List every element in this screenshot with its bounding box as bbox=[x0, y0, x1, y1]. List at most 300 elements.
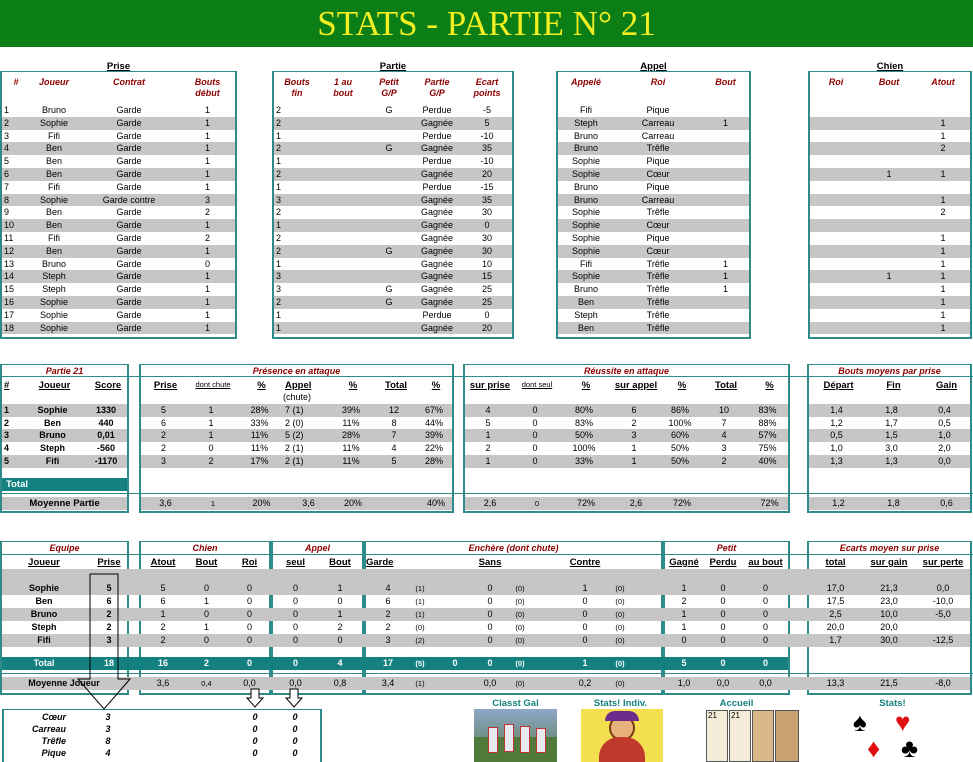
section-appel-title: Appel bbox=[640, 61, 667, 72]
moyenne-presence-cell: 3,6 bbox=[159, 498, 172, 508]
partie-cell bbox=[320, 168, 366, 181]
moyenne-presence-cell: 3,6 bbox=[302, 498, 315, 508]
chien-cell bbox=[862, 283, 916, 296]
prise-cell: 8 bbox=[2, 194, 30, 207]
prise-cell: Ben bbox=[30, 168, 78, 181]
prise-cell: Garde bbox=[78, 142, 180, 155]
bottom-contre: 0 bbox=[582, 609, 588, 619]
prise-cell: Steph bbox=[42, 284, 66, 295]
reussite-title: Réussite en attaque bbox=[583, 366, 670, 376]
bottom-sans-chute: (0) bbox=[515, 623, 525, 632]
chien-cell: 2 bbox=[916, 142, 970, 155]
bottom-petit-cell: 0 bbox=[720, 609, 726, 619]
prise-cell: Bruno bbox=[41, 258, 67, 269]
partie-row bbox=[274, 142, 512, 155]
bouts-cell: 1,2 bbox=[830, 417, 843, 428]
left-cell: Fifi bbox=[20, 455, 85, 468]
bottom-appel-cell: 0 bbox=[292, 583, 298, 593]
reussite-cell: 3 bbox=[721, 443, 727, 454]
appel-cell: Cœur bbox=[614, 219, 702, 232]
chien-cell: 1 bbox=[862, 168, 916, 181]
header-appel-2: Bout bbox=[715, 77, 736, 87]
partie-cell: 3 bbox=[274, 270, 320, 283]
appel-cell: Trêfle bbox=[646, 207, 670, 218]
bottom-sans: 0 bbox=[487, 583, 493, 593]
bottom-sub-13: total bbox=[825, 557, 846, 568]
bottom-contre: 0 bbox=[582, 596, 588, 606]
partie-row-1 bbox=[141, 404, 452, 417]
reussite-cell: 1 bbox=[465, 455, 511, 468]
prise-cell: Fifi bbox=[48, 181, 60, 192]
bottom-petit-cell: 0 bbox=[762, 622, 768, 632]
partie-row bbox=[274, 296, 512, 309]
appel-cell: Sophie bbox=[571, 156, 601, 167]
reussite-cell: 60% bbox=[659, 429, 701, 442]
appel-cell: Trêfle bbox=[646, 309, 670, 320]
partie-cell bbox=[320, 296, 366, 309]
partie-row bbox=[274, 117, 512, 130]
bouts-cell: 1,3 bbox=[864, 455, 919, 468]
bouts-cell: 0,5 bbox=[809, 429, 864, 442]
prise-row bbox=[2, 206, 235, 219]
moyenne-presence-cell: 1 bbox=[210, 499, 216, 508]
prise-row bbox=[2, 181, 235, 194]
chien-cell bbox=[862, 181, 916, 194]
partie-cell bbox=[320, 206, 366, 219]
prise-cell: Garde contre bbox=[78, 194, 180, 207]
chien-cell bbox=[810, 309, 862, 322]
chien-cell bbox=[810, 296, 862, 309]
reussite-cell: 2 bbox=[701, 455, 747, 468]
prise-cell: Garde bbox=[78, 245, 180, 258]
suit-bout-1: 0 bbox=[292, 724, 298, 734]
partie-row bbox=[274, 232, 512, 245]
chien-cell bbox=[862, 130, 916, 143]
enchere-title: Enchère (dont chute) bbox=[468, 543, 559, 553]
chien-cell: 1 bbox=[940, 258, 946, 269]
reussite-total-pct: 72% bbox=[573, 479, 593, 490]
partie-table bbox=[274, 104, 512, 334]
partie-row-2 bbox=[809, 417, 970, 430]
partie-cell bbox=[366, 168, 412, 181]
presence-table bbox=[141, 404, 452, 468]
middle-header-divider bbox=[0, 376, 973, 377]
bottom-ecart-cell: 17,0 bbox=[826, 583, 845, 593]
accueil-card-2-value: 21 bbox=[731, 711, 740, 720]
bottom-blank-row bbox=[2, 569, 970, 582]
prise-cell: Fifi bbox=[48, 130, 60, 141]
bottom-total-sans-chute: (0) bbox=[515, 659, 525, 668]
partie-cell: Gagnée bbox=[412, 142, 462, 155]
partie-cell: 30 bbox=[481, 207, 492, 218]
reussite-cell: 10 bbox=[701, 404, 747, 417]
header-partie-4: Ecart points bbox=[473, 77, 501, 98]
reussite-cell: 57% bbox=[747, 429, 788, 442]
partie-players-table bbox=[2, 404, 127, 468]
bottom-ecart-cell: -12,5 bbox=[932, 635, 954, 645]
moyenne-reussite-cell: 72% bbox=[576, 498, 595, 508]
prise-row bbox=[2, 245, 235, 258]
sub-reussite-3: sur appel bbox=[614, 380, 658, 391]
chien-cell bbox=[810, 258, 862, 271]
sub-reussite-1: dont seul bbox=[521, 380, 553, 389]
prise-cell: 1 bbox=[180, 322, 235, 335]
bottom-total-prise: 18 bbox=[103, 658, 114, 668]
partie-cell: 35 bbox=[462, 194, 512, 207]
ecarts-title: Ecarts moyen sur prise bbox=[839, 543, 940, 553]
presence-cell: 5 bbox=[372, 455, 416, 468]
bottom-ecart-cell: 10,0 bbox=[880, 609, 898, 619]
bottom-appel-cell: 1 bbox=[337, 609, 343, 619]
suit-value-1: 3 bbox=[105, 724, 111, 734]
bottom-ecart-cell: -10,0 bbox=[932, 596, 954, 606]
reussite-cell: 5 bbox=[485, 417, 491, 428]
prise-row bbox=[2, 168, 235, 181]
partie-cell bbox=[320, 104, 366, 117]
chien-cell bbox=[862, 296, 916, 309]
moyenne-divider bbox=[0, 493, 973, 494]
bottom-sub-7: Garde bbox=[366, 557, 394, 568]
bottom-garde-chute: (1) bbox=[415, 584, 425, 593]
bottom-moyenne-chien: 3,6 bbox=[156, 678, 170, 688]
bottom-moyenne-petit: 0,0 bbox=[716, 678, 730, 688]
bottom-garde: 4 bbox=[385, 583, 391, 593]
bottom-moyenne-chien: 0,4 bbox=[201, 679, 212, 688]
chien-cell: 1 bbox=[916, 322, 970, 335]
partie-cell: G bbox=[366, 296, 412, 309]
left-cell: Ben bbox=[43, 417, 61, 428]
sub-presence-0: Prise bbox=[153, 380, 178, 391]
left-cell: 5 bbox=[2, 455, 20, 468]
partie-row bbox=[274, 258, 512, 271]
presence-cell: 11% bbox=[330, 455, 372, 468]
presence-cell: 39% bbox=[416, 429, 452, 442]
prise-cell: 15 bbox=[4, 284, 15, 295]
partie-row-4 bbox=[809, 442, 970, 455]
appel-cell: Steph bbox=[558, 117, 614, 130]
partie-row bbox=[274, 155, 512, 168]
partie-cell: Gagnée bbox=[412, 296, 462, 309]
partie-cell bbox=[320, 219, 366, 232]
bottom-petit-cell: 1 bbox=[681, 609, 687, 619]
prise-cell: Ben bbox=[30, 219, 78, 232]
appel-cell: Sophie bbox=[558, 245, 614, 258]
prise-cell: 1 bbox=[180, 168, 235, 181]
partie-row-1 bbox=[2, 404, 127, 417]
chien-cell: 1 bbox=[916, 270, 970, 283]
accueil-card-2 bbox=[729, 710, 751, 762]
prise-cell: 6 bbox=[2, 168, 30, 181]
partie-row-3 bbox=[809, 429, 970, 442]
prise-cell: 3 bbox=[180, 194, 235, 207]
partie-cell: G bbox=[385, 284, 393, 295]
bottom-chien-cell: 6 bbox=[160, 596, 166, 606]
prise-cell: Garde bbox=[116, 309, 142, 320]
prise-cell: 12 bbox=[2, 245, 30, 258]
prise-cell: Garde bbox=[78, 219, 180, 232]
chien-table bbox=[810, 104, 970, 334]
chien-row bbox=[810, 130, 970, 143]
prise-cell: Sophie bbox=[30, 117, 78, 130]
partie-cell: 1 bbox=[274, 219, 320, 232]
presence-cell: 11% bbox=[250, 443, 269, 454]
bottom-total-chien: 2 bbox=[203, 658, 209, 668]
bottom-total-contre: 1 bbox=[582, 658, 588, 668]
chute-note: (chute) bbox=[283, 392, 312, 402]
presence-cell: 39% bbox=[330, 404, 372, 417]
appel-cell: Trêfle bbox=[614, 142, 702, 155]
prise-cell: 10 bbox=[2, 219, 30, 232]
down-arrow-roi-icon bbox=[246, 688, 264, 708]
suit-roi-1: 0 bbox=[252, 724, 258, 734]
appel-row bbox=[558, 194, 749, 207]
bottom-sans: 0 bbox=[487, 635, 493, 645]
accueil-card-1-value: 21 bbox=[708, 711, 717, 720]
stats-button[interactable] bbox=[845, 709, 940, 762]
prise-row bbox=[2, 283, 235, 296]
chien-cell bbox=[810, 142, 862, 155]
presence-cell: 1 bbox=[208, 417, 214, 428]
bottom-total-garde-chute: (5) bbox=[415, 659, 425, 668]
bottom-total-petit: 5 bbox=[681, 658, 687, 668]
bottom-contre: 0 bbox=[582, 622, 588, 632]
bottom-appel-cell: 0 bbox=[292, 635, 298, 645]
reussite-cell: 4 bbox=[465, 404, 511, 417]
bottom-header-divider bbox=[0, 554, 973, 555]
appel-cell: Ben bbox=[558, 296, 614, 309]
partie-cell bbox=[320, 155, 366, 168]
presence-cell: 0 bbox=[208, 443, 214, 454]
prise-row bbox=[2, 232, 235, 245]
bottom-chien-cell: 0 bbox=[203, 635, 209, 645]
partie-cell: 0 bbox=[484, 309, 490, 320]
appel-cell: Trêfle bbox=[614, 270, 702, 283]
accueil-button[interactable] bbox=[705, 709, 800, 762]
appel-cell: Carreau bbox=[641, 130, 675, 141]
prise-cell: Garde bbox=[116, 258, 142, 269]
bouts-cell: 1,5 bbox=[864, 429, 919, 442]
reussite-cell: 83% bbox=[574, 417, 593, 428]
appel-cell: Pique bbox=[646, 232, 670, 243]
partie-cell bbox=[320, 142, 366, 155]
bottom-prise: 5 bbox=[106, 583, 112, 593]
appel-cell: 1 bbox=[702, 270, 749, 283]
suit-roi-2: 0 bbox=[252, 736, 258, 746]
chien-cell bbox=[862, 245, 916, 258]
bouts-cell: 1,3 bbox=[809, 455, 864, 468]
header-appel-0: Appelé bbox=[570, 77, 601, 87]
appel-cell: Bruno bbox=[558, 194, 614, 207]
presence-cell: 7 (1) bbox=[283, 404, 330, 417]
bottom-sans-chute: (0) bbox=[515, 636, 525, 645]
appel-cell bbox=[702, 309, 749, 322]
chien-cell bbox=[862, 194, 916, 207]
partie-row bbox=[274, 130, 512, 143]
prise-row bbox=[2, 258, 235, 271]
partie-cell bbox=[366, 258, 412, 271]
partie-row-1 bbox=[809, 404, 970, 417]
left-cell: 1330 bbox=[85, 404, 127, 417]
sub-left-0: # bbox=[4, 380, 10, 391]
suit-name-1: Carreau bbox=[31, 724, 66, 734]
bottom-moyenne-sans: 0,0 bbox=[483, 678, 497, 688]
chien-row bbox=[810, 309, 970, 322]
bottom-contre-chute: (0) bbox=[615, 597, 625, 606]
appel-row bbox=[558, 309, 749, 322]
prise-cell: Garde bbox=[78, 270, 180, 283]
chien-row bbox=[810, 142, 970, 155]
partie-cell: 2 bbox=[276, 105, 282, 115]
partie-row-3 bbox=[141, 429, 452, 442]
appel-cell: Sophie bbox=[558, 168, 614, 181]
prise-cell: 1 bbox=[204, 181, 210, 192]
prise-cell: 4 bbox=[2, 142, 30, 155]
chien-cell bbox=[810, 194, 862, 207]
partie-cell: 1 bbox=[276, 156, 282, 167]
chien-row bbox=[810, 232, 970, 245]
reussite-cell: 0 bbox=[511, 455, 559, 468]
classt-gal-button[interactable] bbox=[474, 709, 557, 762]
bouts-cell: 1,0 bbox=[830, 443, 843, 454]
appel-cell: Carreau bbox=[614, 117, 702, 130]
presence-cell: 22% bbox=[424, 443, 443, 454]
partie-cell bbox=[320, 130, 366, 143]
bottom-contre-chute: (0) bbox=[615, 623, 625, 632]
presence-cell: 12 bbox=[372, 404, 416, 417]
bottom-sub-10: Gagné bbox=[669, 557, 699, 568]
partie-cell: 3 bbox=[276, 284, 282, 295]
section-partie-title: Partie bbox=[379, 61, 407, 72]
section-prise-title: Prise bbox=[106, 61, 131, 72]
chien-row bbox=[810, 296, 970, 309]
prise-cell: 2 bbox=[204, 207, 210, 218]
prise-row bbox=[2, 104, 235, 117]
reussite-cell: 100% bbox=[668, 417, 692, 428]
appel-cell: Pique bbox=[646, 156, 670, 167]
bottom-chien-cell: 0 bbox=[246, 635, 252, 645]
presence-cell: 6 bbox=[160, 417, 166, 428]
bottom-garde-chute: (1) bbox=[415, 610, 425, 619]
appel-row bbox=[558, 130, 749, 143]
stats-indiv-button[interactable] bbox=[581, 709, 663, 762]
partie-cell: Perdue bbox=[422, 181, 452, 192]
prise-row bbox=[2, 117, 235, 130]
bottom-prise: 2 bbox=[106, 622, 112, 632]
chien-cell: 1 bbox=[916, 117, 970, 130]
header-partie-3: Partie G/P bbox=[424, 77, 450, 98]
prise-cell: 17 bbox=[4, 309, 15, 320]
bouts-cell: 0,4 bbox=[919, 404, 970, 417]
partie-cell: 2 bbox=[274, 168, 320, 181]
prise-cell: 1 bbox=[4, 105, 10, 115]
bottom-total-sans: 0 bbox=[487, 658, 493, 668]
chien-cell bbox=[862, 219, 916, 232]
moyenne-bouts-cell: 1,8 bbox=[887, 498, 900, 508]
presence-cell: 2 (0) bbox=[285, 417, 304, 428]
chien-cell bbox=[862, 104, 916, 117]
header-appel-1: Roi bbox=[650, 77, 666, 87]
appel-cell: 1 bbox=[722, 284, 728, 295]
moyenne-presence-cell: 40% bbox=[426, 498, 445, 508]
partie-row-4 bbox=[141, 442, 452, 455]
sub-reussite-2: % bbox=[581, 380, 591, 391]
partie-cell: Gagnée bbox=[412, 194, 462, 207]
appel-cell: Trêfle bbox=[614, 322, 702, 335]
bottom-petit-cell: 0 bbox=[762, 596, 768, 606]
partie-cell: Perdue bbox=[422, 156, 452, 167]
prise-cell: 2 bbox=[2, 117, 30, 130]
presence-cell: 2 bbox=[141, 429, 186, 442]
partie-row bbox=[274, 194, 512, 207]
partie-cell: G bbox=[385, 105, 393, 115]
suit-bout-2: 0 bbox=[292, 736, 298, 746]
appel-cell: Sophie bbox=[571, 207, 601, 218]
partie-cell: 5 bbox=[462, 117, 512, 130]
partie-row bbox=[274, 181, 512, 194]
partie-row-5 bbox=[465, 455, 788, 468]
chien-cell bbox=[810, 206, 862, 219]
presence-cell: 17% bbox=[236, 455, 283, 468]
reussite-cell: 0 bbox=[532, 443, 538, 454]
appel-cell: Fifi bbox=[580, 258, 592, 269]
bottom-sub-3: Bout bbox=[195, 557, 218, 568]
accueil-label: Accueil bbox=[719, 698, 754, 709]
bottom-moyenne-label: Moyenne Joueur bbox=[28, 678, 100, 688]
partie-row bbox=[274, 245, 512, 258]
reussite-total-prise: 13 bbox=[483, 479, 494, 490]
chien-cell: 2 bbox=[940, 207, 946, 218]
appel-cell bbox=[702, 155, 749, 168]
appel-cell: Cœur bbox=[614, 245, 702, 258]
partie-number-title: Partie 21 bbox=[45, 366, 84, 376]
partie-row bbox=[274, 168, 512, 181]
presence-cell: 5 bbox=[141, 404, 186, 417]
header-partie-0: Bouts fin bbox=[284, 77, 310, 98]
presence-cell: 28% bbox=[330, 429, 372, 442]
partie-row-3 bbox=[465, 429, 788, 442]
chien-cell bbox=[810, 270, 862, 283]
appel-cell bbox=[702, 219, 749, 232]
partie-cell bbox=[366, 194, 412, 207]
reussite-cell: 1 bbox=[465, 429, 511, 442]
bottom-moyenne-chien: 0,0 bbox=[243, 678, 256, 688]
bottom-ecart-cell: 20,0 bbox=[826, 622, 845, 632]
appel-row bbox=[558, 296, 749, 309]
bottom-ecart-cell: 2,5 bbox=[829, 609, 842, 619]
reussite-cell: 1 bbox=[609, 455, 659, 468]
chien-cell bbox=[862, 309, 916, 322]
chien-cell bbox=[810, 219, 862, 232]
partie-cell bbox=[366, 270, 412, 283]
chien-cell bbox=[810, 322, 862, 335]
moyenne-reussite-cell: 0 bbox=[534, 499, 540, 508]
partie-cell: 1 bbox=[276, 258, 282, 269]
chien-row bbox=[810, 181, 970, 194]
chien-cell bbox=[810, 168, 862, 181]
partie-cell bbox=[366, 130, 412, 143]
presence-cell: 11% bbox=[236, 429, 283, 442]
partie-cell: -10 bbox=[480, 156, 494, 167]
bottom-prise: 2 bbox=[106, 609, 112, 619]
partie-row-2 bbox=[465, 417, 788, 430]
bottom-moyenne-sans-chute: (0) bbox=[515, 679, 525, 688]
bottom-total-extra: 0 bbox=[452, 658, 458, 668]
appel-cell bbox=[702, 130, 749, 143]
diamond-icon: ♦ bbox=[867, 733, 881, 762]
partie-cell: Gagnée bbox=[412, 322, 462, 335]
bottom-prise: 3 bbox=[106, 635, 112, 645]
bottom-sans: 0 bbox=[487, 622, 493, 632]
